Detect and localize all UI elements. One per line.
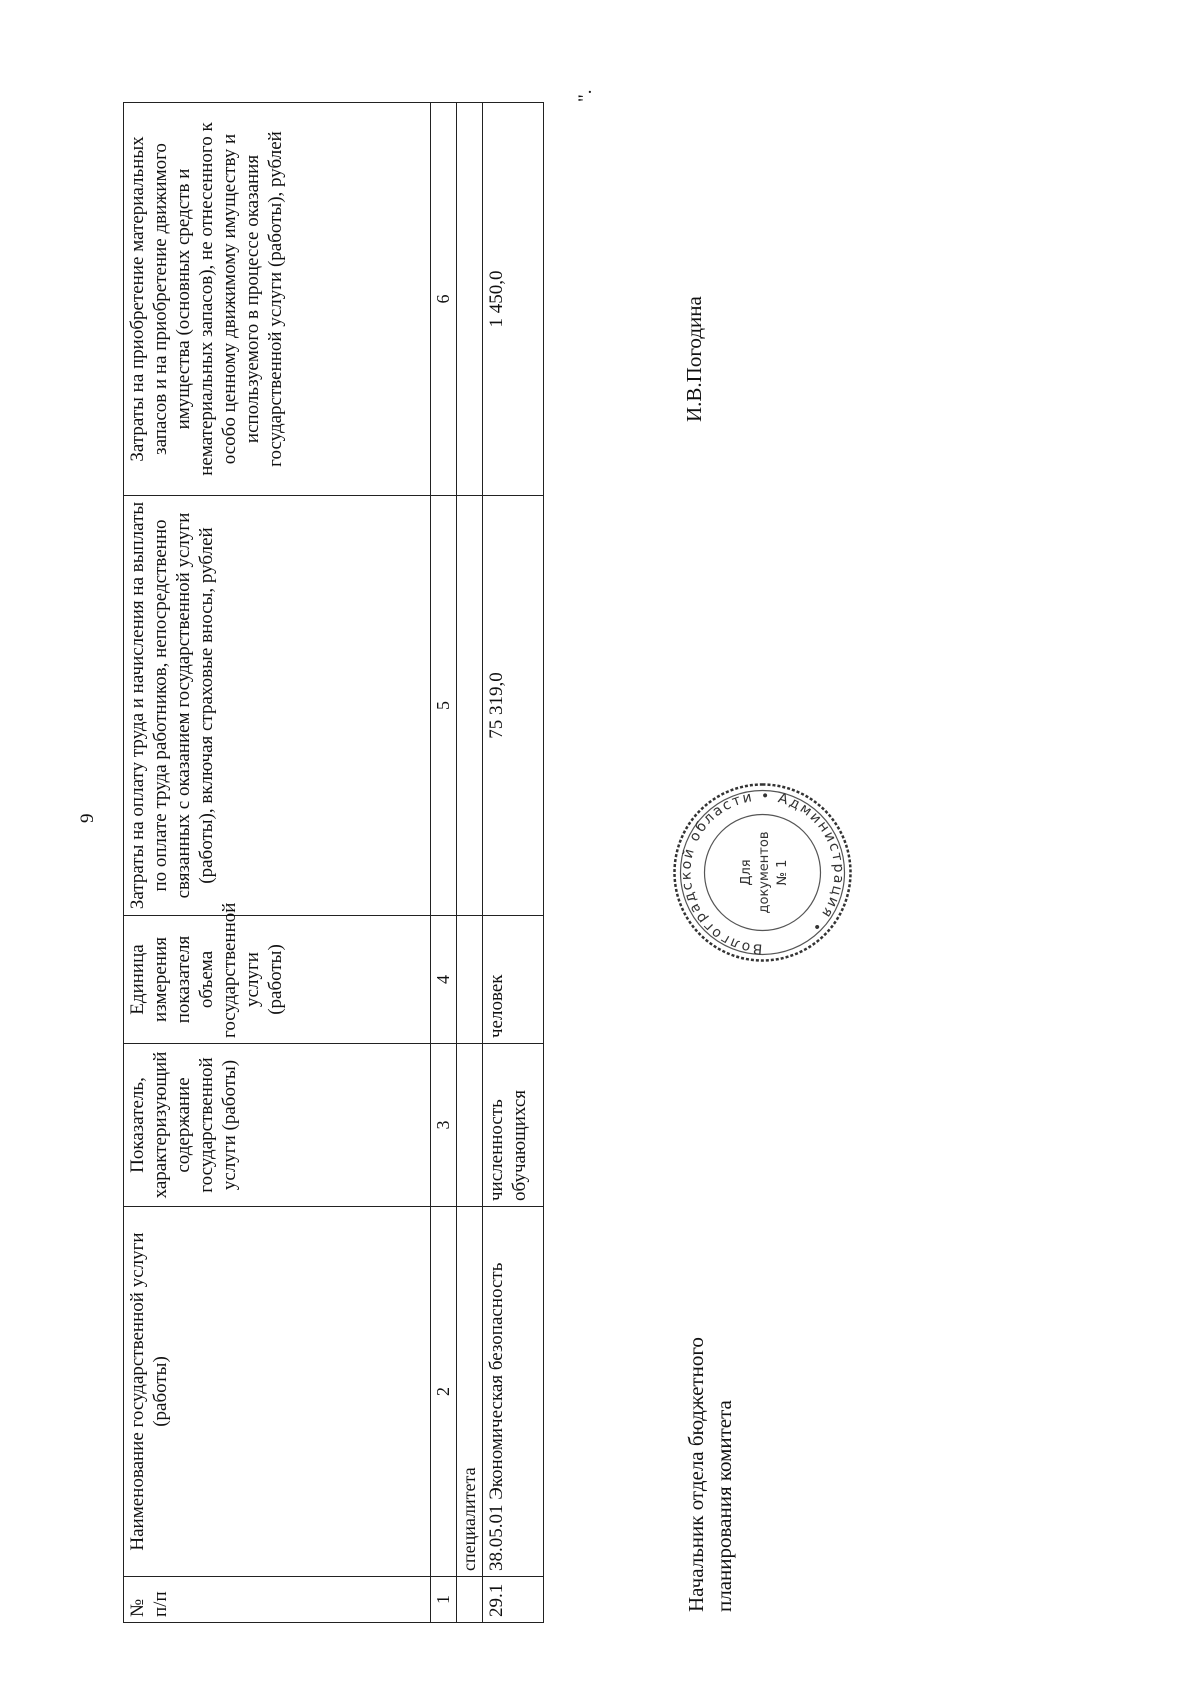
row-num: 29.1 [483,1577,544,1623]
row-labor-cost: 75 319,0 [483,496,544,916]
page-number: 9 [77,813,98,823]
column-number-row [431,103,457,1623]
section-empty-cell [457,916,483,1044]
rotated-page-content [0,10,1200,1690]
section-empty-cell [457,103,483,496]
stamp-center-line: № 1 [775,859,790,886]
signature-name: И.В.Погодина [682,296,706,422]
column-number: 5 [431,496,457,916]
column-number: 1 [431,1577,457,1623]
table-header-row [124,103,431,1623]
column-number: 2 [431,1207,457,1577]
signature-title-line: Начальник отдела бюджетного [684,1337,708,1612]
row-indicator: численность обучающихся [483,1044,544,1207]
header-service: Наименование государственной услуги (работы) [124,1207,431,1577]
column-number: 3 [431,1044,457,1207]
stamp-center-line: Для [739,859,754,886]
header-num: № п/п [124,1577,431,1623]
table-row [483,103,544,1623]
closing-quote: ". [575,89,596,102]
section-empty-cell [457,1044,483,1207]
stamp-ring-text: Волгоградской области • Администрация • [678,788,847,957]
header-material-cost: Затраты на приобретение материальных запасов и на приобретение движимого имущества (основных средств и нематериальных запасов), не отнесенного к особо ценному движимому имуществу и используемого в процессе оказания государственной услуги (работы), рублей [124,103,431,496]
header-indicator: Показатель, характеризующий содержание государственной услуги (работы) [124,1044,431,1207]
signature-title-line: планирования комитета [712,1400,736,1612]
column-number: 4 [431,916,457,1044]
signature-title [682,1337,738,1612]
row-material-cost: 1 450,0 [483,103,544,496]
official-stamp [670,780,855,965]
section-label: специалитета [457,1207,483,1577]
section-empty-cell [457,1577,483,1623]
cost-table [123,102,544,1623]
section-row [457,103,483,1623]
section-empty-cell [457,496,483,916]
row-unit: человек [483,916,544,1044]
row-service: 38.05.01 Экономическая безопасность [483,1207,544,1577]
stamp-center-line: документов [757,831,772,914]
header-labor-cost: Затраты на оплату труда и начисления на выплаты по оплате труда работников, непосредственно связанных с оказанием государственной услуги (работы), включая страховые вносы, рублей [124,496,431,916]
header-unit: Единица измерения показателя объема государственной услуги (работы) [124,916,431,1044]
column-number: 6 [431,103,457,496]
